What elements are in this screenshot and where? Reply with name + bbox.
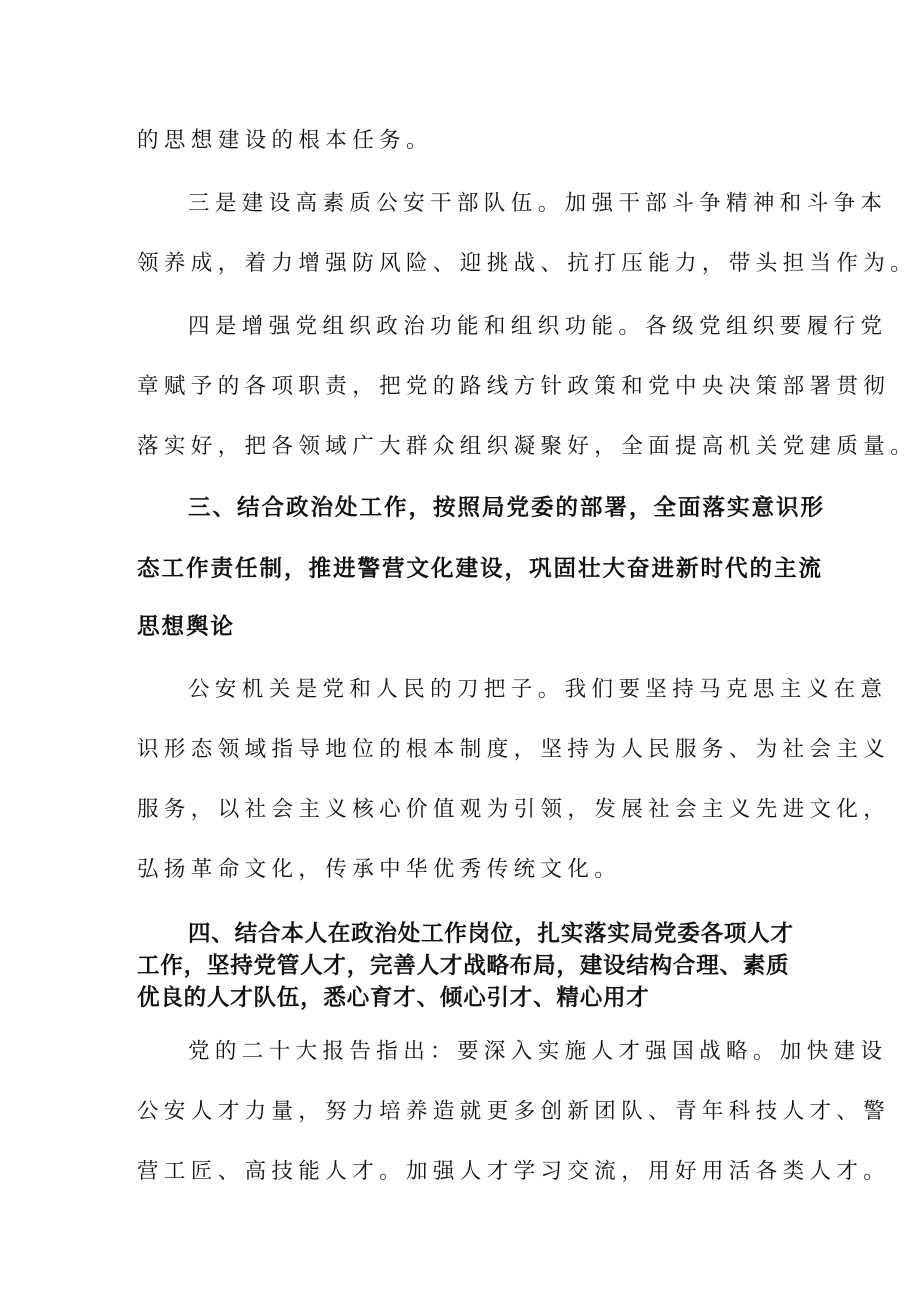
section-heading-line: 工作，坚持党管人才，完善人才战略布局，建设结构合理、素质 <box>137 953 790 979</box>
paragraph-line: 的思想建设的根本任务。 <box>137 128 433 153</box>
section-heading-line: 三、结合政治处工作，按照局党委的部署，全面落实意识形 <box>188 495 826 521</box>
paragraph-line: 党的二十大报告指出：要深入实施人才强国战略。加快建设 <box>188 1039 888 1064</box>
paragraph-line: 营工匠、高技能人才。加强人才学习交流，用好用活各类人才。 <box>137 1159 891 1184</box>
paragraph-line: 落实好，把各领域广大群众组织凝聚好，全面提高机关党建质量。 <box>137 434 918 459</box>
paragraph-line: 公安机关是党和人民的刀把子。我们要坚持马克思主义在意 <box>188 677 888 702</box>
paragraph-line: 弘扬革命文化，传承中华优秀传统文化。 <box>137 857 622 882</box>
paragraph-line: 服务，以社会主义核心价值观为引领，发展社会主义先进文化， <box>137 797 891 822</box>
paragraph-line: 识形态领域指导地位的根本制度，坚持为人民服务、为社会主义 <box>137 737 891 762</box>
paragraph-line: 四是增强党组织政治功能和组织功能。各级党组织要履行党 <box>188 314 888 339</box>
paragraph-line: 公安人才力量，努力培养造就更多创新团队、青年科技人才、警 <box>137 1099 891 1124</box>
paragraph-line: 领养成，着力增强防风险、迎挑战、抗打压能力，带头担当作为。 <box>137 251 918 276</box>
section-heading-line: 优良的人才队伍，悉心育才、倾心引才、精心用才 <box>137 985 650 1011</box>
section-heading-line: 四、结合本人在政治处工作岗位，扎实落实局党委各项人才 <box>188 921 794 947</box>
paragraph-line: 三是建设高素质公安干部队伍。加强干部斗争精神和斗争本 <box>188 191 888 216</box>
paragraph-line: 章赋予的各项职责，把党的路线方针政策和党中央决策部署贯彻 <box>137 374 891 399</box>
section-heading-line: 态工作责任制，推进警营文化建设，巩固壮大奋进新时代的主流 <box>137 556 824 582</box>
section-heading-line: 思想舆论 <box>137 614 236 640</box>
